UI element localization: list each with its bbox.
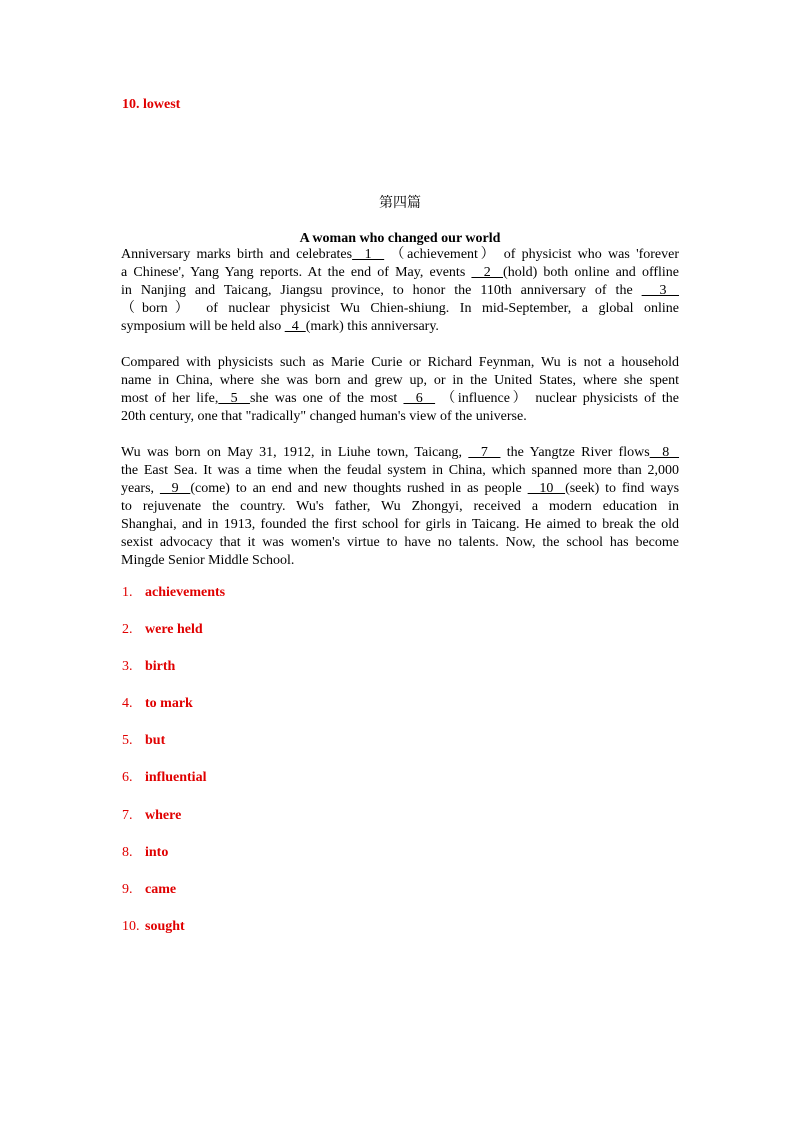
blank-3: 3: [641, 283, 680, 298]
answer-list: [122, 584, 225, 955]
text-line: name in China, where she was born and grew up, or in the United States, where she spent: [121, 373, 679, 388]
text-line: years, 9 (come) to an end and new thoughts rushed in as people 10 (seek) to find ways: [121, 481, 680, 496]
blank-10: 10: [527, 481, 566, 496]
text-line: most of her life, 5 she was one of the most 6 （influence） nuclear physicists of the: [121, 391, 680, 406]
text-line: in Nanjing and Taicang, Jiangsu province, to honor the 110th anniversary of the 3: [121, 283, 680, 298]
text-line: Shanghai, and in 1913, founded the first school for girls in Taicang. He aimed to break the old: [121, 517, 679, 532]
text-line: 20th century, one that "radically" changed human's view of the universe.: [121, 409, 527, 424]
list-item: 5. but: [122, 733, 166, 749]
text-line: sexist advocacy that it was women's virtue to have no talents. Now, the school has become: [121, 535, 679, 550]
list-item: 8. into: [122, 844, 169, 860]
previous-answer-text: lowest: [143, 97, 181, 112]
section-title: 第四篇: [379, 195, 421, 211]
list-item: 2. were held: [122, 622, 203, 638]
text-line: to rejuvenate the country. Wu's father, Wu Zhongyi, received a modern education in: [121, 499, 679, 514]
text-line: （born） of nuclear physicist Wu Chien-shiung. In mid-September, a global online: [121, 301, 679, 316]
text-line: Compared with physicists such as Marie Curie or Richard Feynman, Wu is not a household: [121, 355, 679, 370]
blank-6: 6: [403, 391, 436, 406]
list-item: 9. came: [122, 881, 177, 897]
text-line: Mingde Senior Middle School.: [121, 553, 295, 568]
paragraph-1: [121, 246, 679, 336]
paragraph-2: [121, 354, 679, 426]
blank-2: 2: [471, 265, 504, 280]
list-item: 10. sought: [122, 918, 185, 934]
text-line: symposium will be held also 4 (mark) this anniversary.: [121, 319, 439, 334]
previous-answer: [122, 97, 180, 113]
blank-7: 7: [468, 445, 501, 460]
list-item: 3. birth: [122, 659, 176, 675]
blank-8: 8: [649, 445, 680, 460]
text-line: Anniversary marks birth and celebrates 1 （achievement） of physicist who was 'forever: [121, 247, 680, 262]
list-item: 7. where: [122, 807, 182, 823]
blank-5: 5: [218, 391, 250, 406]
blank-9: 9: [159, 481, 191, 496]
text-line: a Chinese', Yang Yang reports. At the end of May, events 2 (hold) both online and offline: [121, 265, 680, 280]
text-line: Wu was born on May 31, 1912, in Liuhe town, Taicang, 7 the Yangtze River flows 8: [121, 445, 680, 460]
previous-answer-number: 10.: [122, 97, 140, 112]
list-item: 6. influential: [122, 770, 207, 786]
list-item: 4. to mark: [122, 696, 193, 712]
list-item: 1. achievements: [122, 585, 226, 600]
paragraph-3: [121, 444, 679, 570]
blank-1: 1: [352, 247, 385, 262]
blank-4: 4: [284, 319, 306, 334]
article-title: A woman who changed our world: [299, 231, 501, 246]
text-line: the East Sea. It was a time when the feudal system in China, which spanned more than 2,000: [121, 463, 679, 478]
